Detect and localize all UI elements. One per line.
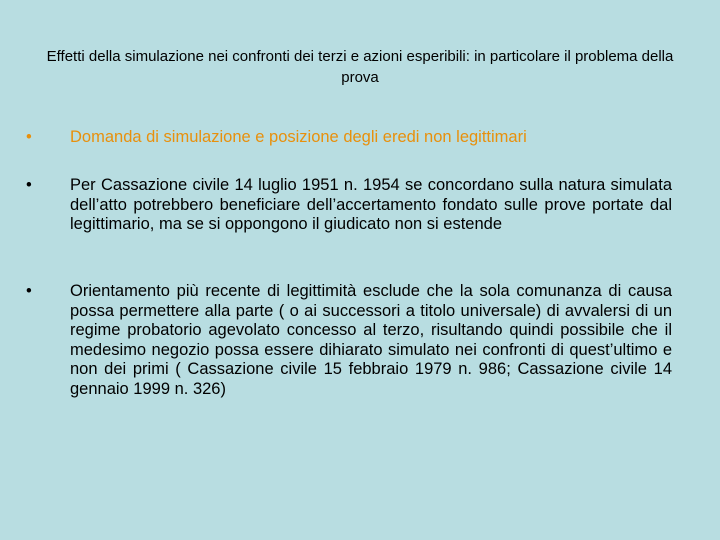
bullet-text: Per Cassazione civile 14 luglio 1951 n. 1954 se concordano sulla natura simulata dell’atto potrebbero beneficiare dell’accertamento fondato sulle prove portate dal legittimario, ma se si oppongono il giudicato non si estende <box>70 176 672 233</box>
bullet-dot-icon: • <box>26 128 32 146</box>
bullet-text: Orientamento più recente di legittimità esclude che la sola comunanza di causa possa permettere alla parte ( o ai successori a titolo universale) di avvalersi di un regime probatorio agevolato concesso al terzo, risultando quindi possibile che il medesimo negozio possa essere dihiarato simulato nei confronti di quest’ultimo e non dei primi ( Cassazione civile 15 febbraio 1979 n. 986; Cassazione civile 14 gennaio 1999 n. 326) <box>70 282 672 398</box>
bullet-dot-icon: • <box>26 282 32 300</box>
bullet-item-orientamento <box>26 282 672 399</box>
slide-title: Effetti della simulazione nei confronti dei terzi e azioni esperibili: in particolare il problema della prova <box>46 48 674 86</box>
bullet-dot-icon: • <box>26 176 32 194</box>
bullet-item-eredi <box>26 128 672 148</box>
bullet-text: Domanda di simulazione e posizione degli eredi non legittimari <box>70 128 527 146</box>
bullet-item-cassazione-1951 <box>26 176 672 235</box>
